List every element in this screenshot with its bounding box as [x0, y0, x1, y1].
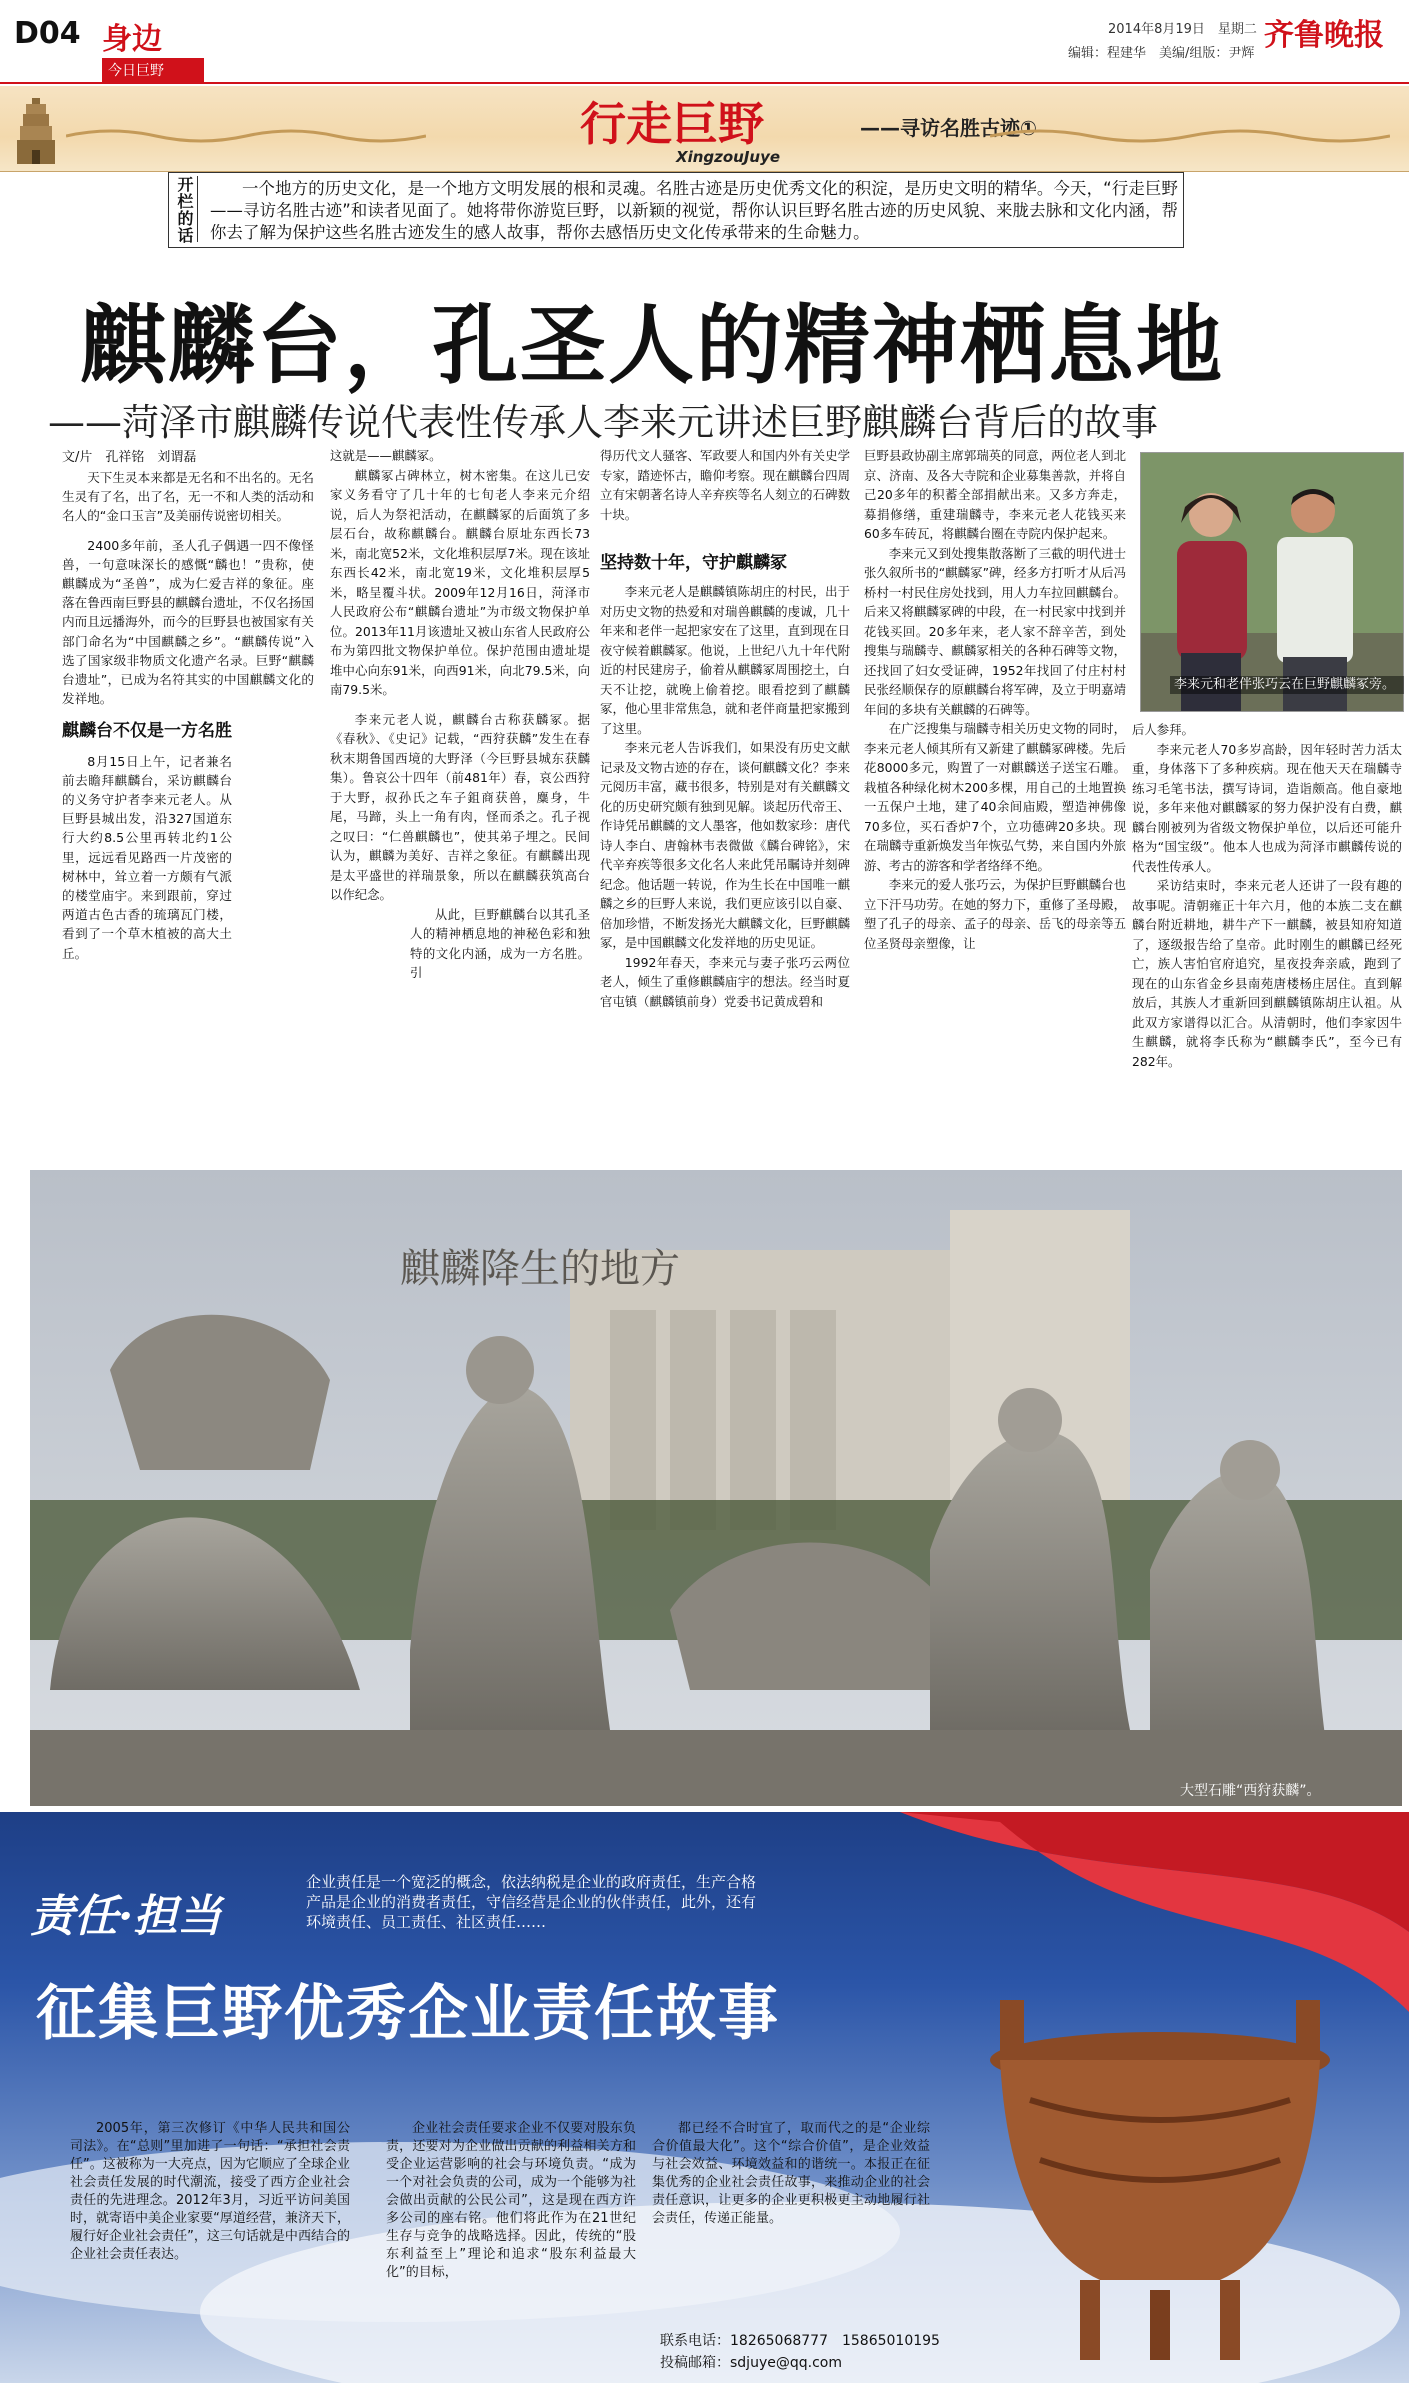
paragraph: 李来元的爱人张巧云，为保护巨野麒麟台也立下汗马功劳。在她的努力下，重修了圣母殿，塑了孔子的母亲、孟子的母亲、岳飞的母亲等五位圣贤母亲塑像，让: [864, 877, 1126, 951]
ad-column-1: [70, 2120, 350, 2264]
main-photo-sign: 麒麟降生的地方: [400, 1246, 680, 1292]
page-section: 身边: [102, 22, 162, 57]
paragraph: 采访结束时，李来元老人还讲了一段有趣的故事呢。清朝雍正十年六月，他的本族二支在麒麟台附近耕地，耕牛产下一麒麟，被县知府知道了，逐级报告给了皇帝。此时刚生的麒麟已经死亡，族人害怕官府追究，星夜投奔亲戚，跑到了现在的山东省金乡县南苑唐楼杨庄居住。直到解放后，其族人才重新回到麒麟镇陈胡庄认祖。从此双方家谱得以汇合。从清朝时，他们李家因牛生麒麟，就将李氏称为“麒麟李氏”，至今已有282年。: [1132, 878, 1402, 1069]
paper-name-logo: 齐鲁晚报: [1264, 18, 1384, 53]
editors-line: 编辑：程建华 美编/组版：尹辉: [1068, 46, 1255, 61]
paragraph: 从此，巨野麒麟台以其孔圣人的精神栖息地的神秘色彩和独特的文化内涵，成为一方名胜。引: [410, 906, 590, 980]
paragraph: 2005年，第三次修订《中华人民共和国公司法》。在“总则”里加进了一句话：“承担社会责任”。这被称为一大亮点，因为它顺应了全球企业社会责任发展的时代潮流，接受了西方企业社会责任的先进理念。2012年3月，习近平访问美国时，就寄语中美企业家要“厚道经营，兼济天下，履行好企业社会责任”，这三句话就是中西结合的企业社会责任表达。: [70, 2121, 350, 2262]
paragraph: 都已经不合时宜了，取而代之的是“企业综合价值最大化”。这个“综合价值”，是企业效益与社会效益、环境效益和的谐统一。本报正在征集优秀的企业社会责任故事，来推动企业的社会责任意识，让更多的企业更积极更主动地履行社会责任，传递正能量。: [652, 2121, 930, 2226]
paragraph: 2400多年前，圣人孔子偶遇一四不像怪兽，一句意味深长的感慨“麟也！”贵称，使麒麟成为“圣兽”，成为仁爱吉祥的象征。座落在鲁西南巨野县的麒麟台遗址，不仅名扬国内而且远播海外，而今的巨野县也被国家有关部门命名为“中国麒麟之乡”。“麒麟传说”入选了国家级非物质文化遗产名录。巨野“麒麟台遗址”，已成为名符其实的中国麒麟文化的发祥地。: [62, 537, 314, 707]
ad-contact-phone: 联系电话：18265068777 15865010195: [660, 2333, 940, 2349]
portrait-photo: [1140, 452, 1404, 712]
ad-column-3: [652, 2120, 930, 2228]
main-photo-caption: 大型石雕“西狩获麟”。: [1180, 1783, 1321, 1799]
section-heading: 麒麟台不仅是一方名胜: [62, 721, 232, 742]
portrait-caption: 李来元和老伴张巧云在巨野麒麟冢旁。: [1170, 676, 1404, 694]
article-column-3: [600, 446, 850, 1011]
paragraph: 巨野县政协副主席郭瑞英的同意，两位老人到北京、济南、及各大寺院和企业募集善款，并将自己20多年的积蓄全部捐献出来。又多方奔走，募捐修缮，重建瑞麟寺，李来元老人花钱买来60多车砖瓦，将麒麟台圈在寺院内保护起来。: [864, 448, 1126, 541]
banner-ornament-right: [990, 126, 1390, 146]
paragraph: 李来元老人说，麒麟台古称获麟冢。据《春秋》、《史记》记载，“西狩获麟”发生在春秋末期鲁国西境的大野泽（今巨野县城东获麟集）。鲁哀公十四年（前481年）春，哀公西狩于大野，叔孙氏之车子鉏商获兽，麋身，牛尾，马蹄，头上一角有肉，怪而杀之。孔子视之叹曰：“仁兽麒麟也”，使其弟子埋之。民间认为，麒麟为美好、吉祥之象征。有麒麟出现是太平盛世的祥瑞景象，所以在麒麟获筑高台以作纪念。: [330, 711, 590, 902]
article-subheadline: ——菏泽市麒麟传说代表性传承人李来元讲述巨野麒麟台背后的故事: [48, 401, 1158, 444]
banner-ornament-left: [66, 126, 426, 146]
ad-logo: 责任·担当: [30, 1891, 222, 1942]
article-headline: 麒麟台，孔圣人的精神栖息地: [80, 295, 1224, 396]
main-photo-stone-sculpture: [30, 1170, 1402, 1806]
ad-headline: 征集巨野优秀企业责任故事: [36, 1979, 780, 2049]
paragraph: 麒麟冢占碑林立，树木密集。在这儿已安家义务看守了几十年的七旬老人李来元介绍说，后人为祭祀活动，在麒麟冢的后面筑了多层石台，故称麒麟台。麒麟台原址东西长73米，南北宽52米，文化堆积层厚7米。现在该址东西长42米，南北宽19米，文化堆积层厚5米，略呈覆斗状。2009年12月16日，菏泽市人民政府公布“麒麟台遗址”为市级文物保护单位。2013年11月该遗址又被山东省人民政府公布为第四批文物保护单位。保护范围由遗址堤堆中心向东91米，向西91米，向北79.5米，向南79.5米。: [330, 467, 590, 697]
bronze-vessel-icon: [940, 1940, 1380, 2380]
banner-series: ——寻访名胜古迹①: [860, 116, 1037, 140]
paragraph: 李来元老人70多岁高龄，因年轻时苦力活太重，身体落下了多种疾病。现在他天天在瑞麟寺练习毛笔书法，撰写诗词，造诣颇高。他自豪地说，多年来他对麒麟冢的努力保护没有白费，麒麟台刚被列为省级文物保护单位，以后还可能升格为“国宝级”。他本人也成为菏泽市麒麟传说的代表性传承人。: [1132, 741, 1402, 874]
article-byline: 文/片 孔祥铭 刘谓磊: [62, 450, 197, 465]
ad-intro: 企业责任是一个宽泛的概念，依法纳税是企业的政府责任，生产合格产品是企业的消费者责任，守信经营是企业的伙伴责任，此外，还有环境责任、员工责任、社区责任……: [306, 1873, 757, 1931]
paragraph: 1992年春天，李来元与妻子张巧云两位老人，倾生了重修麒麟庙宇的想法。经当时夏官屯镇（麒麟镇前身）党委书记黄成碧和: [600, 954, 850, 1009]
paragraph: 8月15日上午，记者兼名前去瞻拜麒麟台，采访麒麟台的义务守护者李来元老人。从巨野县城出发，沿327国道东行大约8.5公里再转北约1公里，远远看见路西一片茂密的树林中，耸立着一方颇有气派的楼堂庙宇。来到跟前，穿过两道古色古香的琉璃瓦门楼，看到了一个草木植被的高大土丘。: [62, 753, 232, 961]
page-code: D04: [14, 16, 81, 51]
banner-title: 行走巨野: [580, 97, 764, 151]
column-intro-label: 开栏的话: [174, 176, 198, 242]
article-column-2: [330, 446, 590, 983]
paragraph: 得历代文人骚客、军政要人和国内外有关史学专家，踏迹怀古，瞻仰考察。现在麒麟台四周立有宋朝著名诗人辛弃疾等名人刻立的石碑数十块。: [600, 448, 850, 522]
sculpture-illustration: [30, 1170, 1402, 1806]
date-line: 2014年8月19日 星期二: [1108, 22, 1257, 37]
column-banner: [0, 86, 1409, 172]
paragraph: 这就是——麒麟冢。: [330, 448, 442, 463]
portrait-illustration: [1141, 453, 1404, 712]
paragraph: 企业社会责任要求企业不仅要对股东负责，还要对为企业做出贡献的利益相关方和受企业运营影响的社会与环境负责。“成为一个对社会负责的公司，成为一个能够为社会做出贡献的公民公司”，这是现在西方许多公司的座右铭。他们将此作为在21世纪生存与竞争的战略选择。因此，传统的“股东利益至上”理论和追求“股东利益最大化”的目标，: [386, 2121, 636, 2280]
article-column-4: [864, 446, 1126, 953]
paragraph: 李来元老人是麒麟镇陈胡庄的村民，出于对历史文物的热爱和对瑞兽麒麟的虔诚，几十年来和老伴一起把家安在了这里，直到现在日夜守候着麒麟冢。他说，上世纪八九十年代附近的村民建房子，偷着从麒麟冢周围挖土，白天不让挖，就晚上偷着挖。眼看挖到了麒麟冢，他心里非常焦急，就和老伴商量把家搬到了这里。: [600, 584, 850, 736]
masthead: [0, 0, 1409, 84]
top-divider: [0, 82, 1409, 84]
section-heading: 坚持数十年，守护麒麟冢: [600, 553, 787, 573]
paragraph: 后人参拜。: [1132, 722, 1194, 737]
article-column-5: [1132, 720, 1402, 1071]
paragraph: 天下生灵本来都是无名和不出名的。无名生灵有了名，出了名，无一不和人类的活动和名人的“金口玉言”及美丽传说密切相关。: [62, 470, 314, 524]
column-intro-text: 一个地方的历史文化，是一个地方文明发展的根和灵魂。名胜古迹是历史优秀文化的积淀，是历史文明的精华。今天，“行走巨野——寻访名胜古迹”和读者见面了。她将带你游览巨野，以新颖的视觉，帮你认识巨野名胜古迹的历史风貌、来胧去脉和文化内涵，帮你去了解为保护这些名胜古迹发生的感人故事，帮你去感悟历史文化传承带来的生命魅力。: [210, 179, 1178, 242]
paragraph: 在广泛搜集与瑞麟寺相关历史文物的同时，李来元老人倾其所有又新建了麒麟冢碑楼。先后花8000多元，购置了一对麒麟送子送宝石雕。栽植各种绿化树木200多棵，用自己的土地置换一五保户土地，建了40余间庙殿，塑造神佛像70多位，买石香炉7个，立功德碑20多块。现在瑞麟寺重新焕发当年恢弘气势，来自国内外旅游、考古的游客和学者络绎不绝。: [864, 721, 1126, 873]
pagoda-icon: [14, 96, 58, 166]
ad-contact-email: 投稿邮箱：sdjuye@qq.com: [660, 2355, 842, 2371]
article-column-1: [62, 468, 314, 963]
ad-column-2: [386, 2120, 636, 2282]
paragraph: 李来元又到处搜集散落断了三截的明代进士张久叙所书的“麒麟冢”碑，经多方打听才从后冯桥村一村民住房处找到，用人力车拉回麒麟台。后来又将麒麟冢碑的中段，在一村民家中找到并花钱买回。20多年来，老人家不辞辛苦，到处搜集与瑞麟寺、麒麟冢相关的各种石碑等文物，还找回了妇女受证碑，1952年找回了付庄村村民张经顺保存的原麒麟台将军碑，及立于明嘉靖年间的多块有关麒麟的石碑等。: [864, 545, 1126, 717]
page-subsection: 今日巨野: [102, 58, 204, 82]
banner-pinyin: XingzouJuye: [676, 148, 781, 166]
paragraph: 李来元老人告诉我们，如果没有历史文献记录及文物古迹的存在，谈何麒麟文化？李来元阅历丰富，藏书很多，特别是对有关麒麟文化的历史研究颇有独到见解。谈起历代帝王、作诗凭吊麒麟的文人墨客，他如数家珍：唐代诗人李白、唐翰林韦表微做《麟台碑铭》，宋代辛弃疾等很多文化名人来此凭吊瞩诗并刻碑纪念。他话题一转说，作为生长在中国唯一麒麟之乡的巨野人来说，我们更应该引以自豪、倍加珍惜，不断发扬光大麒麟文化，巨野麒麟冢，是中国麒麟文化发祥地的历史见证。: [600, 740, 850, 950]
